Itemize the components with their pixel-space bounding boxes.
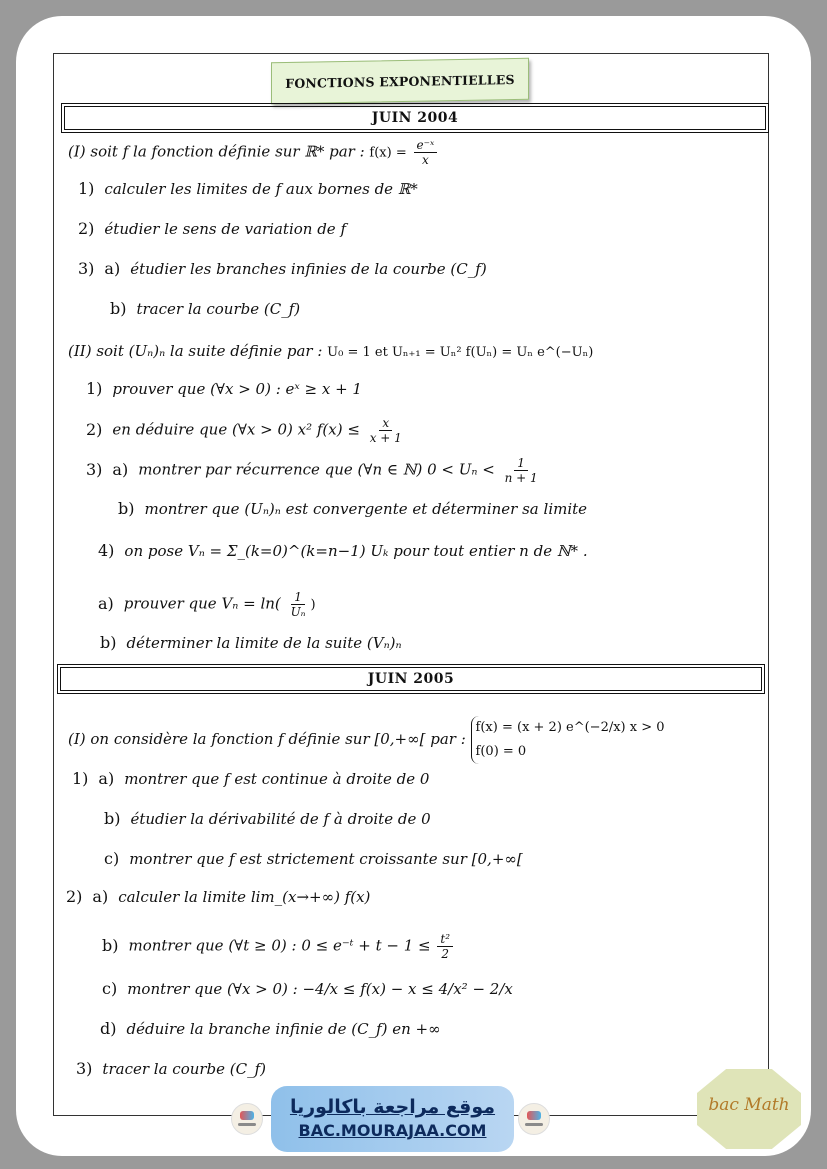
part2-question-3a: 3) a) montrer par récurrence que (∀n ∈ ℕ) 0 < Uₙ < $\frac{1}{n + 1}$ xyxy=(86,456,543,485)
part1-intro: (I) soit f la fonction définie sur ℝ* par : f(x) = $\frac{\text{e⁻ˣ}}{x}$ xyxy=(68,138,439,167)
part2-question-1: 1) prouver que (∀x > 0) : eˣ ≥ x + 1 xyxy=(86,379,362,398)
part2-question-4a: a) prouver que Vₙ = ln( $\frac{1}{\text{Uₙ}}$ ) xyxy=(98,590,316,619)
ex2-question-2c: c) montrer que (∀x > 0) : −4/x ≤ f(x) − x ≤ 4/x² − 2/x xyxy=(102,979,513,998)
document-title: FONCTIONS EXPONENTIELLES xyxy=(271,58,529,105)
part2-question-3b: b) montrer que (Uₙ)ₙ est convergente et déterminer sa limite xyxy=(118,499,588,518)
footer-banner[interactable] xyxy=(271,1086,514,1152)
ex2-question-3: 3) tracer la courbe (C_f) xyxy=(76,1059,267,1078)
logo-text: bac Math xyxy=(708,1095,790,1115)
part2-question-2: 2) en déduire que (∀x > 0) x² f(x) ≤ $\frac{x}{x + 1}$ xyxy=(86,416,407,445)
fraction-t2-over-2: $\frac{\text{t²}}{2}$ xyxy=(437,932,453,961)
section-heading-2004: JUIN 2004 xyxy=(64,106,766,130)
ex2-question-1c: c) montrer que f est strictement croissante sur [0,+∞[ xyxy=(104,849,523,868)
part2-intro: (II) soit (Uₙ)ₙ la suite définie par : U₀ = 1 et Uₙ₊₁ = Uₙ² f(Uₙ) = Uₙ e^(−Uₙ) xyxy=(68,342,594,360)
question-1: 1) calculer les limites de f aux bornes de ℝ* xyxy=(78,179,418,198)
ex2-question-1a: 1) a) montrer que f est continue à droite de 0 xyxy=(72,769,430,788)
site-logo-left xyxy=(231,1103,263,1135)
section-heading-2005: JUIN 2005 xyxy=(60,667,762,691)
ex2-question-2a: 2) a) calculer la limite lim_(x→+∞) f(x) xyxy=(66,887,371,906)
fraction-1-over-un: $\frac{1}{\text{Uₙ}}$ xyxy=(290,590,306,619)
ex2-intro: (I) on considère la fonction f définie sur [0,+∞[ par : f(x) = (x + 2) e^(−2/x) x > 0 f(0) = 0 xyxy=(68,716,665,764)
question-2: 2) étudier le sens de variation de f xyxy=(78,219,347,238)
question-3a: 3) a) étudier les branches infinies de la courbe (C_f) xyxy=(78,259,487,278)
fraction-1-over-n1: $\frac{1}{n + 1}$ xyxy=(504,456,538,485)
footer-site-link[interactable]: BAC.MOURAJAA.COM xyxy=(298,1121,487,1140)
ex2-question-2d: d) déduire la branche infinie de (C_f) en +∞ xyxy=(100,1019,441,1038)
site-logo-right xyxy=(518,1103,550,1135)
part2-question-4: 4) on pose Vₙ = Σ_(k=0)^(k=n−1) Uₖ pour tout entier n de ℕ* . xyxy=(98,541,588,560)
piecewise-system: f(x) = (x + 2) e^(−2/x) x > 0 f(0) = 0 xyxy=(471,716,665,764)
ex2-question-1b: b) étudier la dérivabilité de f à droite de 0 xyxy=(104,809,431,828)
part2-question-4b: b) déterminer la limite de la suite (Vₙ)ₙ xyxy=(100,633,402,652)
bacmath-logo xyxy=(697,1069,801,1149)
ex2-question-2b: b) montrer que (∀t ≥ 0) : 0 ≤ e⁻ᵗ + t − 1 ≤ $\frac{\text{t²}}{2}$ xyxy=(102,932,455,961)
fraction-f: $\frac{\text{e⁻ˣ}}{x}$ xyxy=(414,138,438,167)
fraction-x-over-x1: $\frac{x}{x + 1}$ xyxy=(369,416,402,445)
question-3b: b) tracer la courbe (C_f) xyxy=(110,299,301,318)
footer-arabic-title: موقع مراجعة باكالوريا xyxy=(289,1096,496,1118)
